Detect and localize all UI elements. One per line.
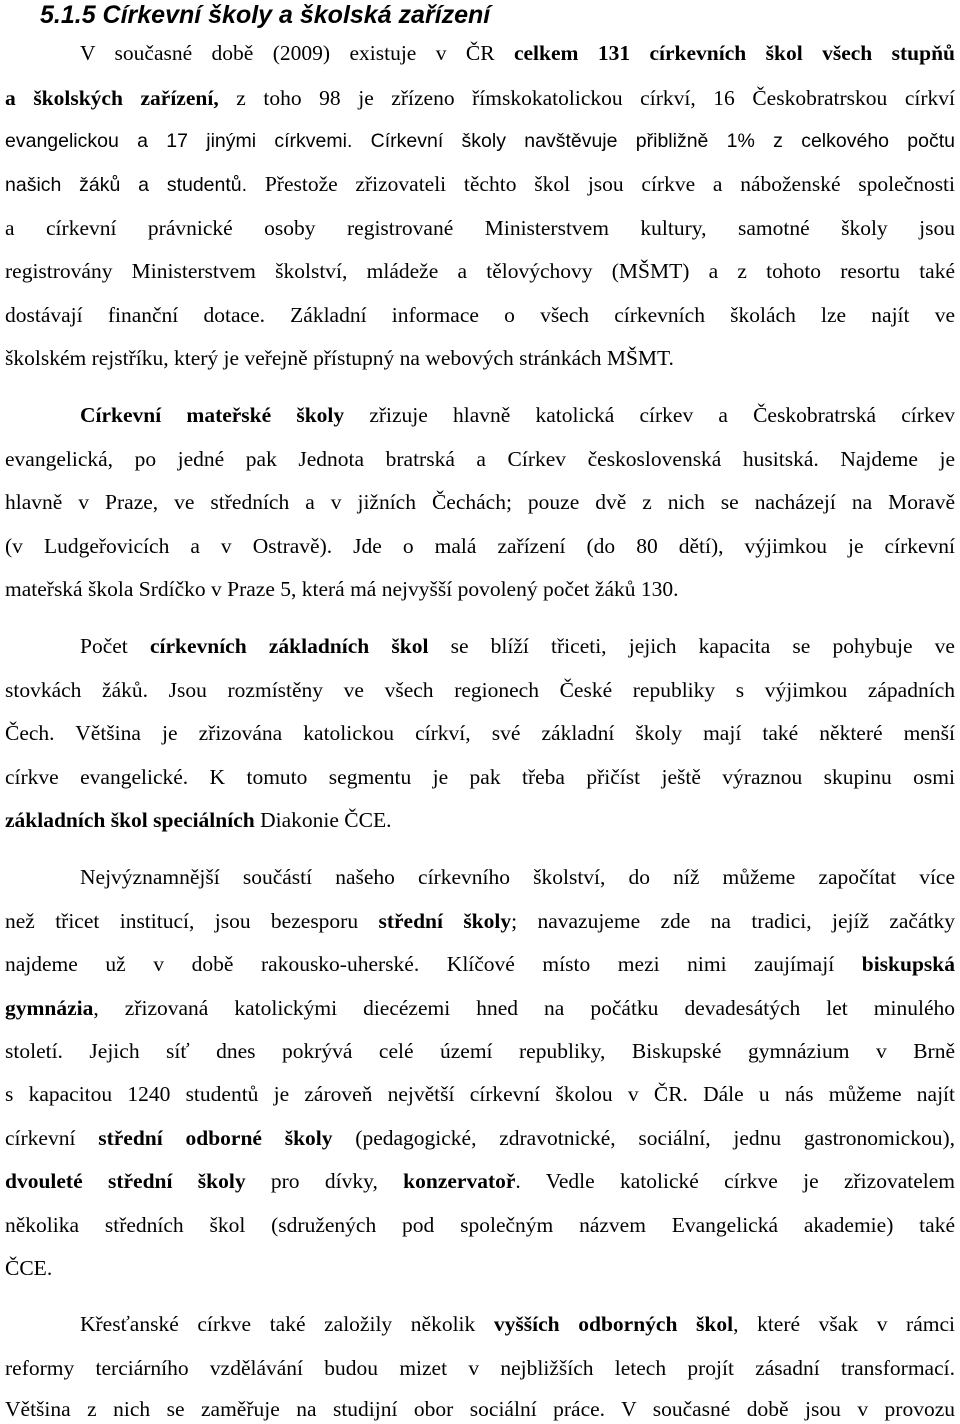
text-line: základních škol speciálních Diakonie ČCE. [5,808,392,832]
text-line: a školských zařízení, z toho 98 je zřízeno římskokatolickou církví, 16 Českobratrskou církví [5,86,955,110]
text-line: dvouleté střední školy pro dívky, konzervatoř. Vedle katolické církve je zřizovatelem [5,1169,955,1193]
text-line: století. Jejich síť dnes pokrývá celé území republiky, Biskupské gymnázium v Brně [5,1039,955,1063]
text-line: Církevní mateřské školy zřizuje hlavně katolická církev a Českobratrská církev [80,403,955,427]
text-line: evangelickou a 17 jinými církvemi. Církevní školy navštěvuje přibližně 1% z celkového počtu [5,130,955,152]
section-heading: 5.1.5 Církevní školy a školská zařízení [40,1,491,29]
text-line: registrovány Ministerstvem školství, mládeže a tělovýchovy (MŠMT) a z tohoto resortu také [5,259,955,283]
text-line: než třicet institucí, jsou bezesporu střední školy; navazujeme zde na tradici, jejíž začátky [5,909,955,933]
text-line: reformy terciárního vzdělávání budou mizet v nejbližších letech projít zásadní transformací. [5,1356,955,1380]
text-line: V současné době (2009) existuje v ČR celkem 131 církevních škol všech stupňů [80,41,955,65]
text-line: Většina z nich se zaměřuje na studijní obor sociální práce. V současné době jsou v provozu [5,1397,955,1421]
text-line: hlavně v Praze, ve středních a v jižních Čechách; pouze dvě z nich se nacházejí na Moravě [5,490,955,514]
text-line: školském rejstříku, který je veřejně přístupný na webových stránkách MŠMT. [5,346,674,370]
text-line: Nejvýznamnější součástí našeho církevního školství, do níž můžeme započítat více [80,865,955,889]
text-line: Počet církevních základních škol se blíží třiceti, jejich kapacita se pohybuje ve [80,634,955,658]
text-line: a církevní právnické osoby registrované Ministerstvem kultury, samotné školy jsou [5,216,955,240]
text-line: mateřská škola Srdíčko v Praze 5, která má nejvyšší povolený počet žáků 130. [5,577,679,601]
text-line: církevní střední odborné školy (pedagogické, zdravotnické, sociální, jednu gastronomickou), [5,1126,955,1150]
text-line: Křesťanské církve také založily několik vyšších odborných škol, které však v rámci [80,1312,956,1336]
text-line: několika středních škol (sdružených pod společným názvem Evangelická akademie) také [5,1213,955,1237]
text-line: ČCE. [5,1256,53,1280]
text-line: evangelická, po jedné pak Jednota bratrská a Církev československá husitská. Najdeme je [5,447,955,471]
text-line: Čech. Většina je zřizována katolickou církví, své základní školy mají také některé menší [5,721,955,745]
text-line: církve evangelické. K tomuto segmentu je pak třeba přičíst ještě výraznou skupinu osmi [5,765,955,789]
text-line: najdeme už v době rakousko-uherské. Klíčové místo mezi nimi zaujímají biskupská [5,952,955,976]
text-line: našich žáků a studentů. Přestože zřizovateli těchto škol jsou církve a náboženské společnosti [5,172,956,196]
text-line: (v Ludgeřovicích a v Ostravě). Jde o malá zařízení (do 80 dětí), výjimkou je církevní [5,534,955,558]
text-line: s kapacitou 1240 studentů je zároveň největší církevní školou v ČR. Dále u nás můžeme najít [5,1082,955,1106]
text-line: dostávají finanční dotace. Základní informace o všech církevních školách lze najít ve [5,303,955,327]
text-line: gymnázia, zřizovaná katolickými diecézemi hned na počátku devadesátých let minulého [5,996,955,1020]
text-line: stovkách žáků. Jsou rozmístěny ve všech regionech České republiky s výjimkou západních [5,678,955,702]
